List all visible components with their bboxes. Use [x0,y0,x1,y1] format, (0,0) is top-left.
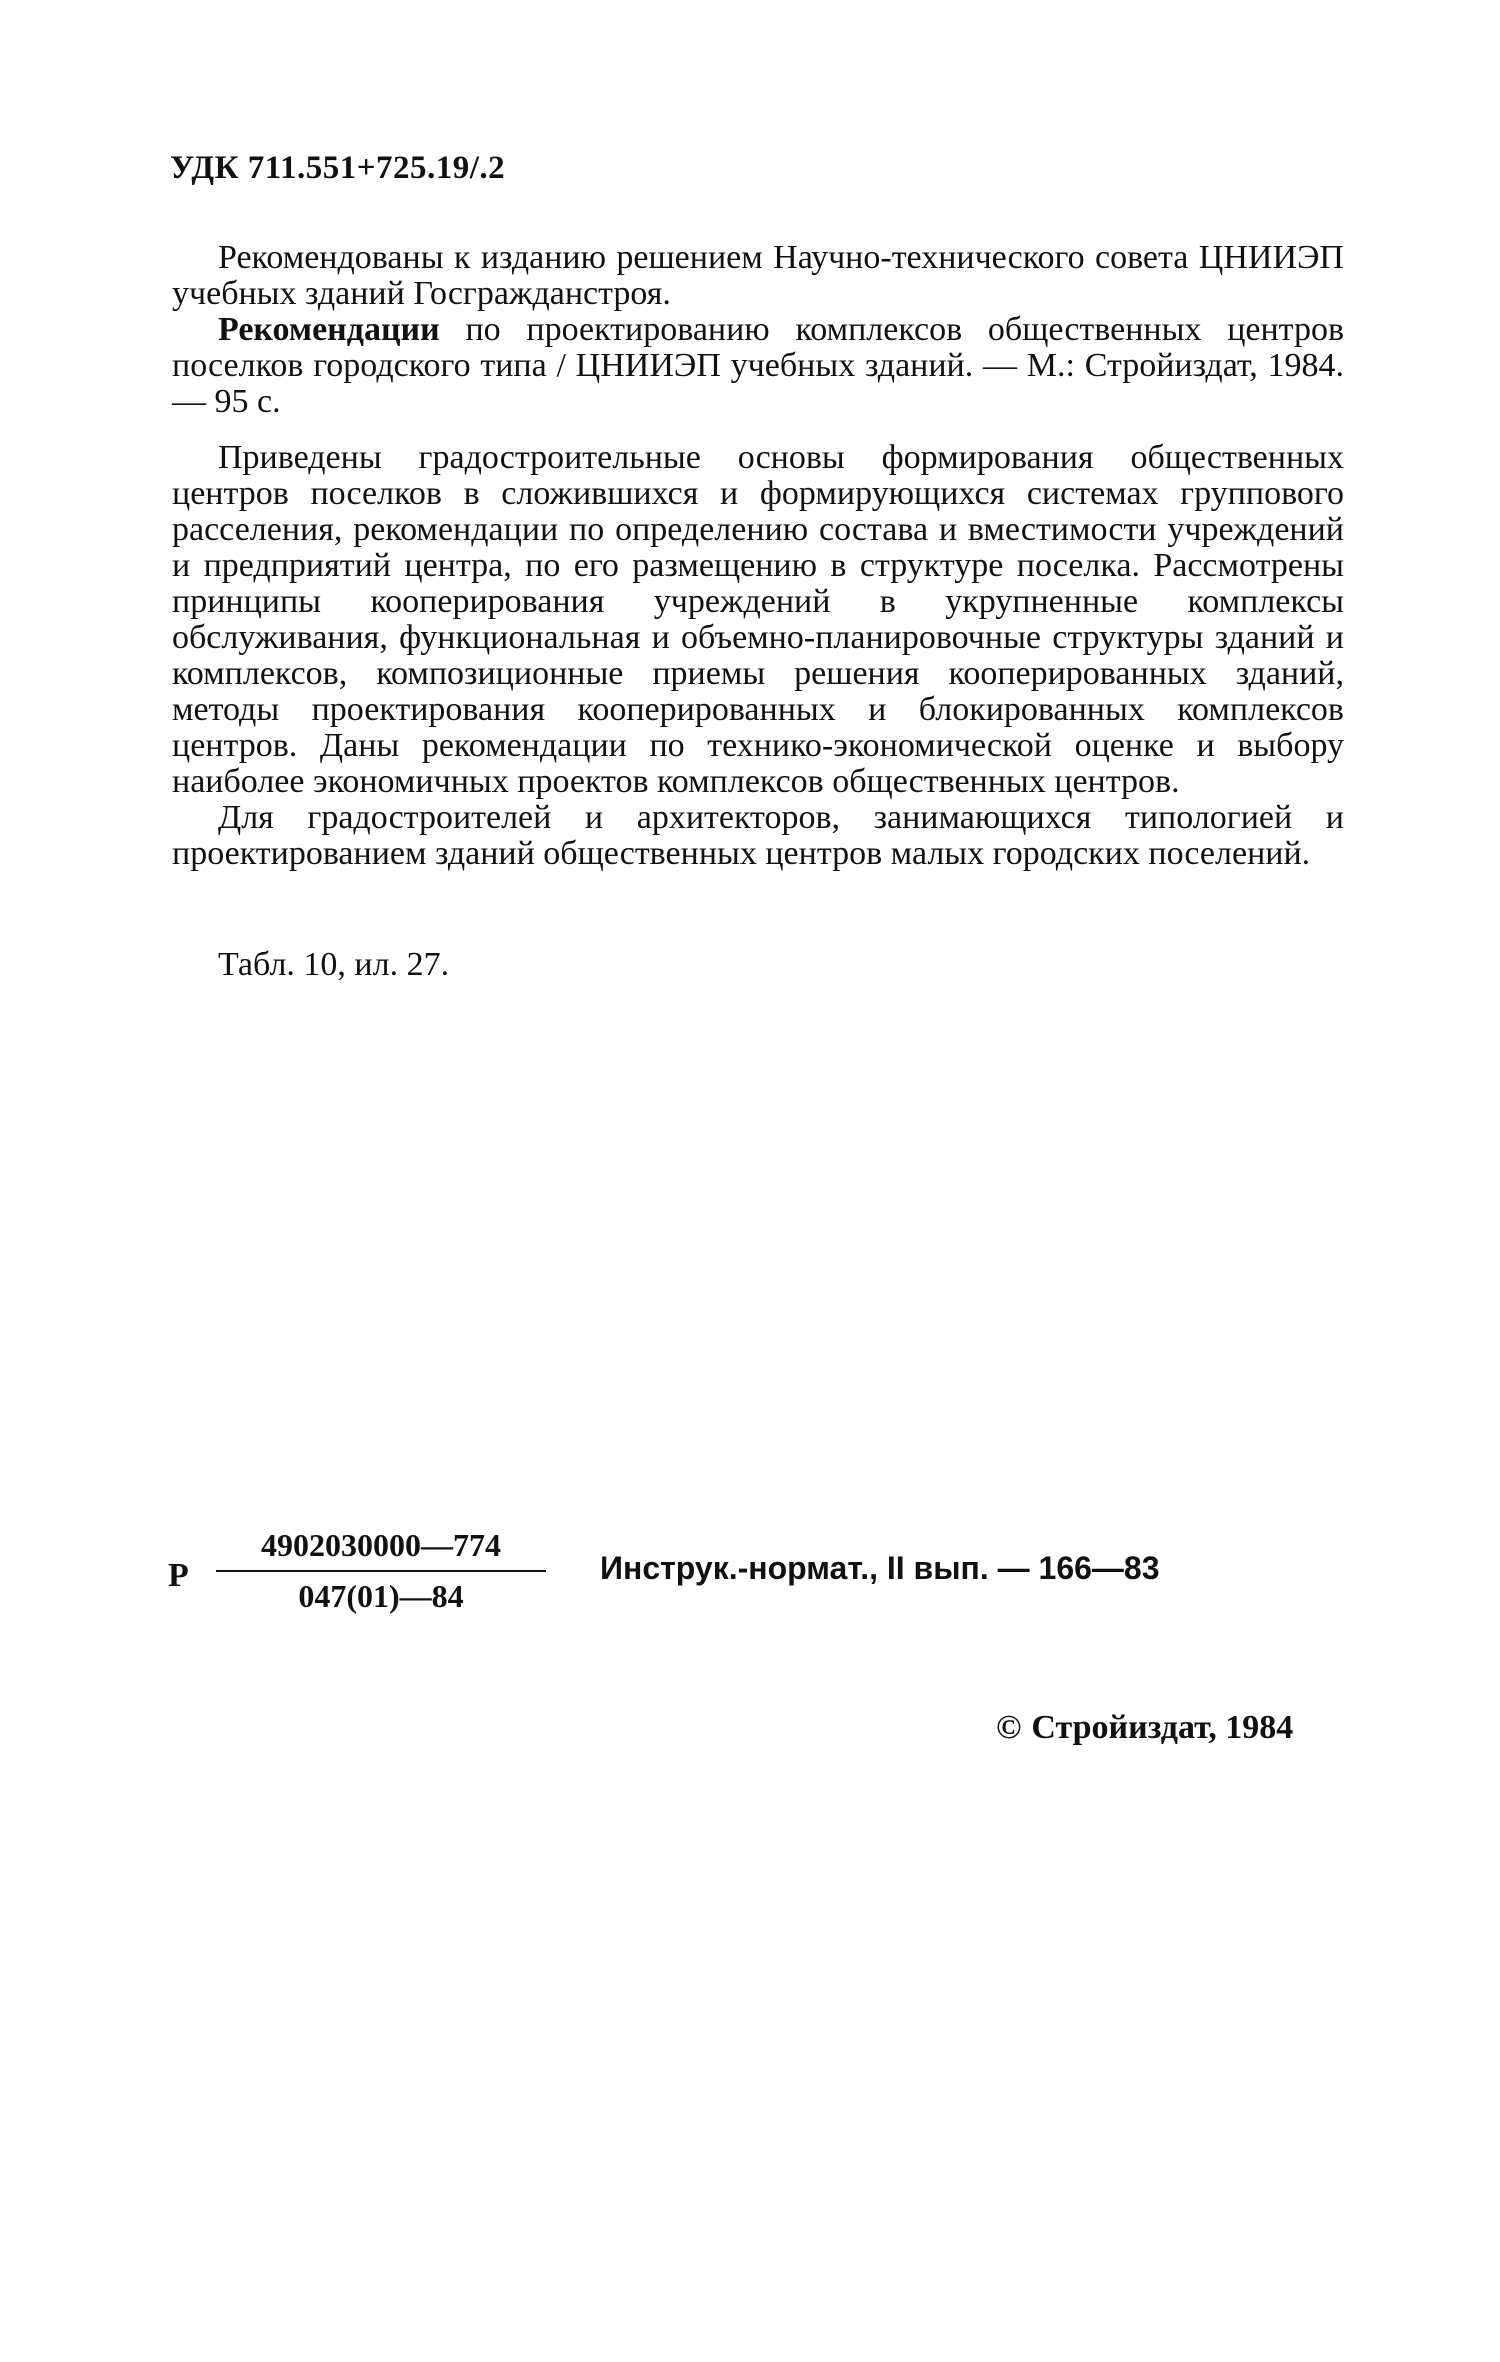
copyright-icon: © [996,1709,1022,1746]
citation-rest: по проектированию комплексов общественных центров поселков городского типа / ЦНИИЭП учебных зданий. — М.: Стройиздат, 1984.— 95 с. [172,311,1344,420]
recommendation-block [172,240,1344,420]
abstract-paragraph-1: Приведены градостроительные основы формирования общественных центров поселков в сложившихся и формирующихся системах группового расселения, рекомендации по определению состава и вместимости учреждений и предприятий центра, по его размещению в структуре поселка. Рассмотрены принципы кооперирования учреждений в укрупненные комплексы обслуживания, функциональная и объемно-планировочные структуры зданий и комплексов, композиционные приемы решения кооперированных зданий, методы проектирования кооперированных и блокированных комплексов центров. Даны рекомендации по технико-экономической оценке и выбору наиболее экономичных проектов комплексов общественных центров. [172,439,1344,800]
abstract-block [172,440,1344,872]
imprint-instruction: Инструк.-нормат., II вып. — 166—83 [600,1550,1160,1586]
imprint-numerator: 4902030000—774 [216,1527,546,1572]
tables-illustrations-count: Табл. 10, ил. 27. [218,946,450,983]
citation-lead: Рекомендации [218,311,440,348]
citation-text [172,312,1344,420]
abstract-paragraph-2: Для градостроителей и архитекторов, занимающихся типологией и проектированием зданий общественных центров малых городских поселений. [172,799,1344,872]
copyright-text: Стройиздат, 1984 [1031,1709,1294,1746]
imprint-fraction [216,1527,546,1615]
imprint-denominator: 047(01)—84 [298,1578,464,1614]
udk-code: УДК 711.551+725.19/.2 [170,150,506,186]
imprint-letter: Р [168,1557,189,1594]
copyright-line [996,1709,1293,1747]
recommendation-text: Рекомендованы к изданию решением Научно-технического совета ЦНИИЭП учебных зданий Госгражданстроя. [172,239,1344,312]
